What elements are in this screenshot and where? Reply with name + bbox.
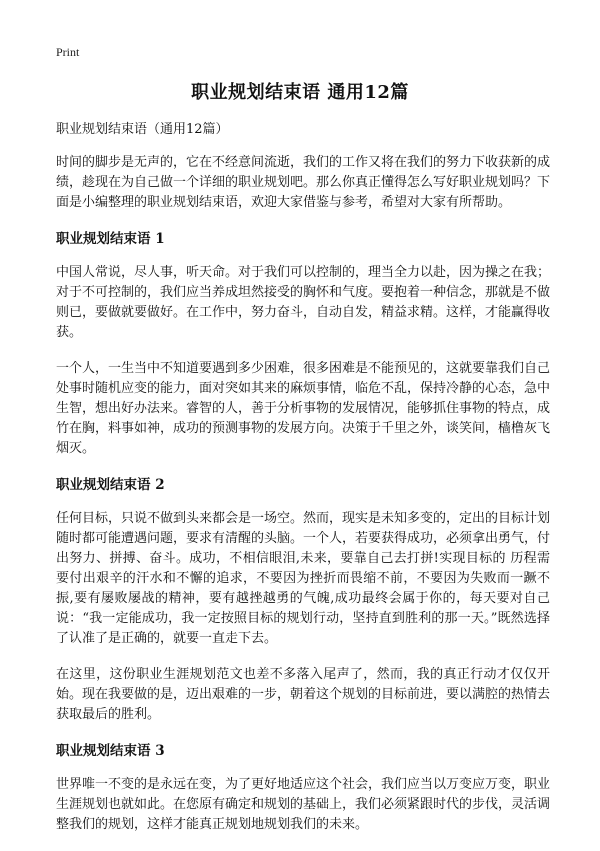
section-paragraph: 世界唯一不变的是永远在变，为了更好地适应这个社会，我们应当以万变应万变，职业生涯规划也就如此。在您原有确定和规划的基础上，我们必须紧跟时代的步伐，灵活调整我们的规划，这样才能真正规划地规划我们的未来。 [56,777,551,832]
section-heading: 职业规划结束语 2 [56,477,165,493]
document-subtitle: 职业规划结束语（通用12篇） [56,122,229,137]
intro-paragraph: 时间的脚步是无声的，它在不经意间流逝，我们的工作又将在我们的努力下收获新的成绩，趁现在为自己做一个详细的职业规划吧。那么你真正懂得怎么写好职业规划吗？下面是小编整理的职业规划结束语，欢迎大家借鉴与参考，希望对大家有所帮助。 [56,155,551,210]
section-heading: 职业规划结束语 3 [56,743,165,759]
section-paragraph: 在这里，这份职业生涯规划范文也差不多落入尾声了，然而，我的真正行动才仅仅开始。现在我要做的是，迈出艰难的一步，朝着这个规划的目标前进，要以满腔的热情去获取最后的胜利。 [56,667,551,722]
section-paragraph: 一个人，一生当中不知道要遇到多少困难，很多困难是不能预见的，这就要靠我们自己处事时随机应变的能力，面对突如其来的麻烦事情，临危不乱，保持冷静的心态，急中生智，想出好办法来。睿智的人，善于分析事物的发展情况，能够抓住事物的特点，成竹在胸，料事如神，成功的预测事物的发展方向。决策于千里之外，谈笑间，樯橹灰飞烟灭。 [56,361,551,456]
section-paragraph: 中国人常说，尽人事，听天命。对于我们可以控制的，理当全力以赴，因为操之在我；对于不可控制的，我们应当养成坦然接受的胸怀和气度。要抱着一种信念，那就是不做则已，要做就要做好。在工作中，努力奋斗，自动自发，精益求精。这样，才能赢得收获。 [56,265,551,340]
print-label[interactable]: Print [56,45,80,59]
page-title: 职业规划结束语 通用12篇 [191,82,409,103]
section-paragraph: 任何目标，只说不做到头来都会是一场空。然而，现实是未知多变的，定出的目标计划随时都可能遭遇问题，要求有清醒的头脑。一个人，若要获得成功，必须拿出勇气，付出努力、拼搏、奋斗。成功，不相信眼泪,未来，要靠自己去打拼!实现目标的 历程需要付出艰辛的汗水和不懈的追求，不要因为挫折而畏缩不前，不要因为失败而一蹶不振,要有屡败屡战的精神，要有越挫越勇的气魄,成功最终会属于你的，每天要对自己说：“我一定能成功，我一定按照目标的规划行动，坚持直到胜利的那一天。”既然选择了认准了是正确的，就要一直走下去。 [56,511,551,646]
section-heading: 职业规划结束语 1 [56,231,165,247]
section-3 [56,741,550,835]
document-body [56,120,550,851]
section-2 [56,475,550,725]
section-1 [56,229,550,459]
